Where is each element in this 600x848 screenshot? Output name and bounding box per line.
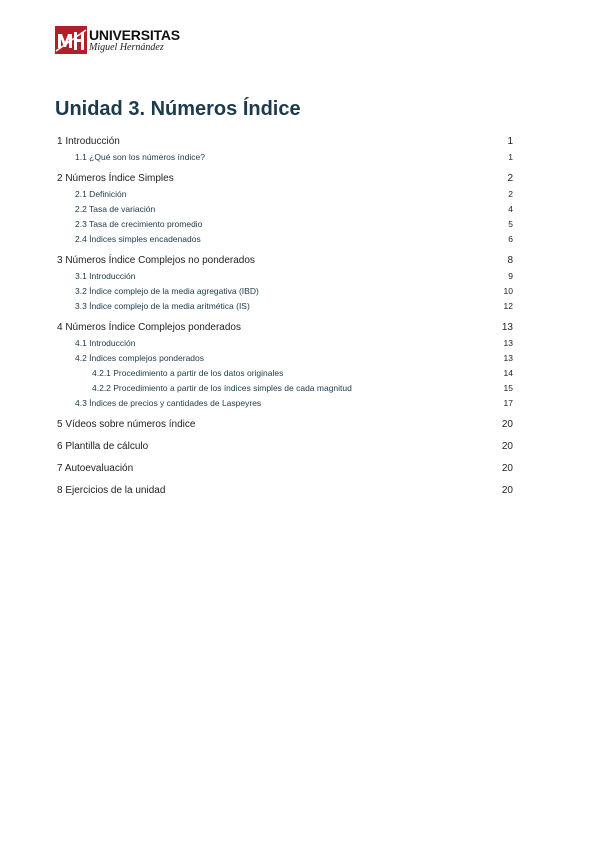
toc-entry-label: 2.1 Definición (75, 189, 127, 199)
toc-entry-label: 1.1 ¿Qué son los números índice? (75, 152, 205, 162)
toc-entry[interactable] (57, 152, 513, 162)
toc-entry[interactable] (57, 286, 513, 296)
toc-entry-page: 13 (501, 322, 513, 333)
logo-subtitle: Miguel Hernández (89, 42, 164, 53)
toc-entry-page: 1 (508, 152, 513, 162)
toc-entry-label: 4.3 Índices de precios y cantidades de Laspeyres (75, 398, 262, 408)
toc-entry[interactable] (57, 463, 513, 474)
toc-entry[interactable] (57, 204, 513, 214)
toc-entry-label: 3 Números Índice Complejos no ponderados (57, 255, 255, 266)
toc-entry-label: 1 Introducción (57, 136, 120, 147)
toc-entry-label: 3.3 Índice complejo de la media aritmética (IS) (75, 301, 250, 311)
toc-entry[interactable] (57, 419, 513, 430)
toc-entry-label: 3.2 Índice complejo de la media agregativa (IBD) (75, 286, 259, 296)
toc-entry[interactable] (57, 398, 513, 408)
toc-entry[interactable] (57, 383, 513, 393)
toc-entry-page: 20 (501, 419, 513, 430)
toc-entry[interactable] (57, 441, 513, 452)
toc-entry[interactable] (57, 368, 513, 378)
toc-entry-page: 2 (507, 173, 513, 184)
toc-entry-page: 12 (503, 301, 513, 311)
toc-entry[interactable] (57, 219, 513, 229)
toc-entry[interactable] (57, 136, 513, 147)
toc-entry-label: 4.2 Índices complejos ponderados (75, 353, 204, 363)
toc-entry[interactable] (57, 271, 513, 281)
toc-entry-page: 20 (501, 485, 513, 496)
toc-entry-label: 3.1 Introducción (75, 271, 136, 281)
toc-entry[interactable] (57, 173, 513, 184)
logo-title: UNIVERSITAS (89, 27, 180, 43)
toc-entry-label: 7 Autoevaluación (57, 463, 134, 474)
toc-entry-page: 20 (501, 441, 513, 452)
toc-entry-page: 13 (503, 353, 513, 363)
toc-entry-page: 13 (503, 338, 513, 348)
toc-entry-page: 5 (508, 219, 513, 229)
toc-entry[interactable] (57, 338, 513, 348)
toc-entry[interactable] (57, 189, 513, 199)
university-logo (55, 26, 180, 56)
toc-entry-label: 2 Números Índice Simples (57, 173, 174, 184)
toc-entry[interactable] (57, 301, 513, 311)
toc-entry-page: 6 (508, 234, 513, 244)
toc-entry-label: 4.2.1 Procedimiento a partir de los datos originales (92, 368, 284, 378)
toc-entry[interactable] (57, 255, 513, 266)
toc-entry-page: 4 (508, 204, 513, 214)
toc-entry-page: 14 (503, 368, 513, 378)
toc-entry-page: 15 (503, 383, 513, 393)
toc-entry-label: 4 Números Índice Complejos ponderados (57, 322, 241, 333)
toc-entry-label: 6 Plantilla de cálculo (57, 441, 149, 452)
toc-entry-page: 10 (503, 286, 513, 296)
toc-entry-label: 5 Vídeos sobre números índice (57, 419, 196, 430)
toc-entry-page: 9 (508, 271, 513, 281)
toc-entry-page: 2 (508, 189, 513, 199)
toc-entry-label: 8 Ejercicios de la unidad (57, 485, 166, 496)
toc-entry-page: 1 (507, 136, 513, 147)
toc-entry-label: 4.2.2 Procedimiento a partir de los índices simples de cada magnitud (92, 383, 352, 393)
document-title: Unidad 3. Números Índice (55, 98, 301, 120)
toc-entry[interactable] (57, 485, 513, 496)
toc-entry-page: 20 (501, 463, 513, 474)
toc-entry-page: 8 (507, 255, 513, 266)
umh-logo-icon (55, 26, 87, 54)
toc-entry-label: 2.2 Tasa de variación (75, 204, 156, 214)
toc-entry-page: 17 (503, 398, 513, 408)
toc-entry-label: 4.1 Introducción (75, 338, 136, 348)
toc-entry[interactable] (57, 353, 513, 363)
toc-entry[interactable] (57, 322, 513, 333)
toc-entry[interactable] (57, 234, 513, 244)
toc-entry-label: 2.3 Tasa de crecimiento promedio (75, 219, 203, 229)
toc-entry-label: 2.4 Índices simples encadenados (75, 234, 201, 244)
